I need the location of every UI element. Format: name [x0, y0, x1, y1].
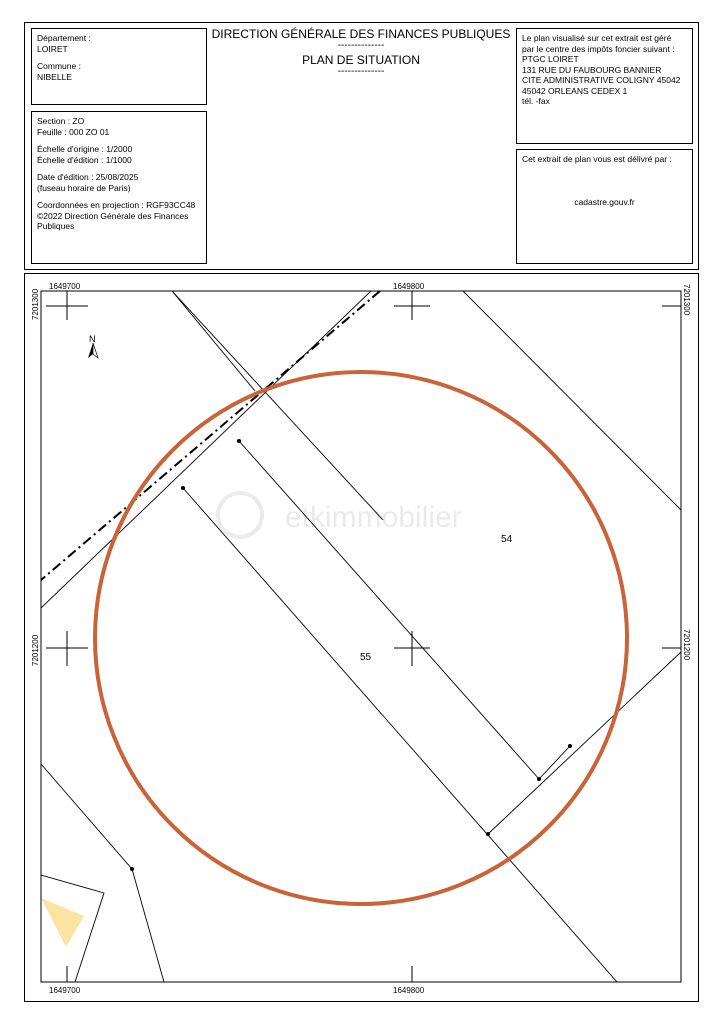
- parcel-boundary-line: [539, 746, 570, 779]
- commune-value: NIBELLE: [37, 71, 72, 82]
- centre-line: tél. -fax: [522, 96, 550, 106]
- centre-line: 45042 ORLEANS CEDEX 1: [522, 85, 628, 96]
- parcel-boundary-line: [488, 652, 681, 834]
- parcel-boundary-line: [239, 441, 539, 779]
- north-arrow-icon: [88, 334, 98, 358]
- perimeter-circle: [95, 372, 627, 904]
- commune-label: Commune :: [37, 61, 81, 71]
- info-line: Échelle d'origine : 1/2000: [37, 144, 133, 154]
- centre-line: CITE ADMINISTRATIVE COLIGNY 45042: [522, 75, 681, 85]
- coord-y-mid-right: 7201200: [682, 629, 691, 661]
- info-line: Échelle d'édition : 1/1000: [37, 154, 132, 165]
- building-shape: [41, 898, 84, 947]
- coord-x-top-center: 1649800: [393, 282, 425, 291]
- info-line: Publiques: [37, 221, 75, 231]
- parcel-boundary-line: [132, 869, 164, 982]
- delivery-label: Cet extrait de plan vous est délivré par :: [522, 154, 672, 164]
- info-line: ©2022 Direction Générale des Finances: [37, 210, 189, 221]
- parcel-boundary-line: [183, 488, 617, 982]
- departement-label: Département :: [37, 33, 91, 43]
- info-line: Date d'édition : 25/08/2025: [37, 172, 139, 182]
- coord-y-mid-left: 7201200: [31, 634, 40, 666]
- centre-line: 131 RUE DU FAUBOURG BANNIER: [522, 64, 662, 75]
- centre-line: PTGC LOIRET: [522, 54, 579, 64]
- boundary-point: [486, 832, 490, 836]
- delivery-site-link[interactable]: cadastre.gouv.fr: [574, 197, 635, 207]
- watermark: [218, 493, 462, 537]
- title-separator-1: --------------: [337, 40, 385, 51]
- info-line: (fuseau horaire de Paris): [37, 182, 131, 193]
- title-sub: PLAN DE SITUATION: [302, 53, 420, 67]
- coord-x-bottom-center: 1649800: [393, 986, 425, 995]
- info-line: Feuille : 000 ZO 01: [37, 126, 110, 137]
- parcel-boundary-line: [172, 291, 255, 391]
- info-line: Section : ZO: [37, 116, 85, 126]
- coord-x-top-left: 1649700: [49, 282, 81, 291]
- parcel-boundary-line: [172, 291, 383, 520]
- watermark-text: etkimmobilier: [285, 501, 462, 534]
- title-separator-2: --------------: [337, 66, 385, 77]
- map-inner-border: [41, 291, 681, 982]
- north-label: N: [89, 334, 96, 344]
- parcel-number-54: 54: [501, 534, 513, 545]
- info-line: Coordonnées en projection : RGF93CC48: [37, 200, 196, 210]
- departement-value: LOIRET: [37, 43, 68, 54]
- title-main: DIRECTION GÉNÉRALE DES FINANCES PUBLIQUES: [211, 27, 511, 41]
- coord-y-top-right: 7201300: [682, 284, 691, 316]
- centre-line: par le centre des impôts foncier suivant :: [522, 43, 675, 54]
- coord-y-top-left: 7201300: [31, 288, 40, 320]
- boundary-point: [568, 744, 572, 748]
- centre-line: Le plan visualisé sur cet extrait est géré: [522, 33, 672, 43]
- boundary-point: [537, 777, 541, 781]
- boundary-point: [237, 439, 241, 443]
- grid-crosses: [46, 291, 681, 982]
- boundary-point: [181, 486, 185, 490]
- coord-x-bottom-left: 1649700: [49, 986, 81, 995]
- parcel-number-55: 55: [360, 652, 372, 663]
- boundary-point: [130, 867, 134, 871]
- parcel-boundary-line: [41, 764, 132, 869]
